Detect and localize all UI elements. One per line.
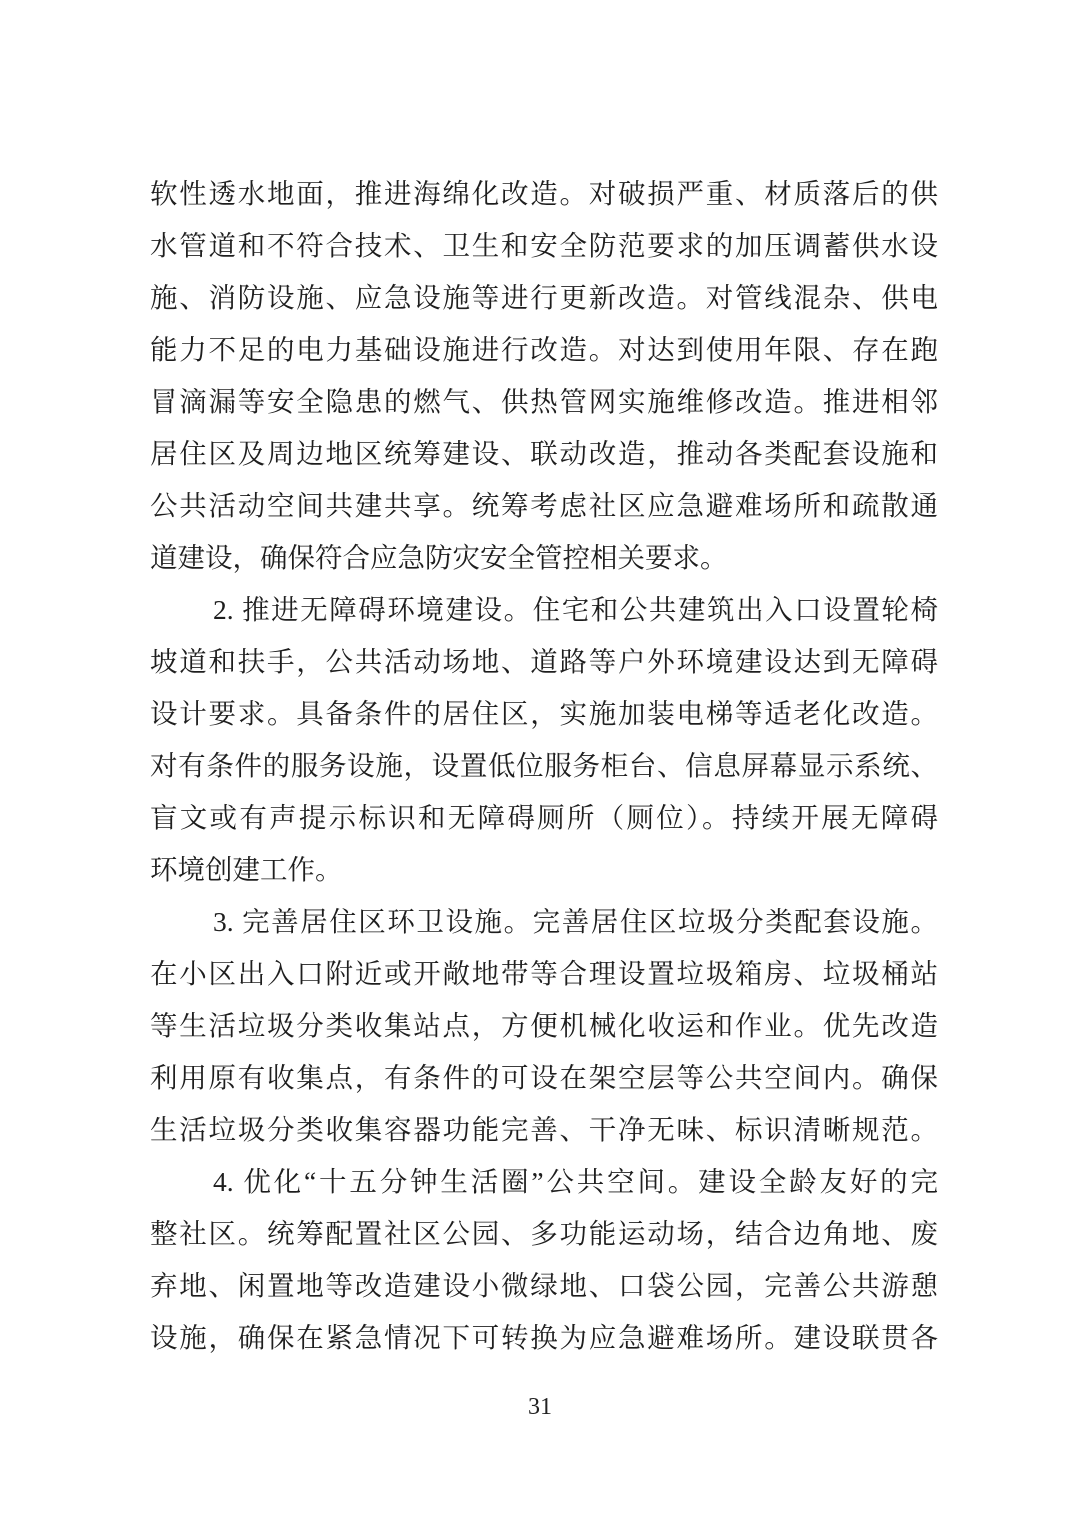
document-text-block	[150, 168, 938, 1364]
text-line-section-3-heading: 3. 完善居住区环卫设施。完善居住区垃圾分类配套设施。	[213, 906, 938, 937]
text-line: 生活垃圾分类收集容器功能完善、干净无味、标识清晰规范。	[150, 1114, 938, 1145]
text-line: 坡道和扶手，公共活动场地、道路等户外环境建设达到无障碍	[150, 646, 938, 677]
text-line: 施、消防设施、应急设施等进行更新改造。对管线混杂、供电	[150, 282, 938, 313]
text-line: 整社区。统筹配置社区公园、多功能运动场，结合边角地、废	[150, 1218, 938, 1249]
text-line: 设施，确保在紧急情况下可转换为应急避难场所。建设联贯各	[150, 1322, 938, 1353]
text-line: 冒滴漏等安全隐患的燃气、供热管网实施维修改造。推进相邻	[150, 386, 938, 417]
text-line: 居住区及周边地区统筹建设、联动改造，推动各类配套设施和	[150, 438, 938, 469]
text-line: 能力不足的电力基础设施进行改造。对达到使用年限、存在跑	[150, 334, 938, 365]
page-number: 31	[528, 1394, 552, 1420]
text-line: 环境创建工作。	[150, 854, 343, 885]
text-line: 对有条件的服务设施，设置低位服务柜台、信息屏幕显示系统、	[150, 750, 938, 781]
text-line: 道建设，确保符合应急防灾安全管控相关要求。	[150, 542, 728, 573]
text-line-section-4-heading: 4. 优化“十五分钟生活圈”公共空间。建设全龄友好的完	[213, 1166, 938, 1197]
text-line: 设计要求。具备条件的居住区，实施加装电梯等适老化改造。	[150, 698, 938, 729]
text-line: 盲文或有声提示标识和无障碍厕所（厕位）。持续开展无障碍	[150, 802, 938, 833]
text-line: 在小区出入口附近或开敞地带等合理设置垃圾箱房、垃圾桶站	[150, 958, 938, 989]
text-line: 软性透水地面，推进海绵化改造。对破损严重、材质落后的供	[150, 178, 938, 209]
text-line: 水管道和不符合技术、卫生和安全防范要求的加压调蓄供水设	[150, 230, 938, 261]
text-line: 利用原有收集点，有条件的可设在架空层等公共空间内。确保	[150, 1062, 938, 1093]
text-line: 弃地、闲置地等改造建设小微绿地、口袋公园，完善公共游憩	[150, 1270, 938, 1301]
text-line: 等生活垃圾分类收集站点，方便机械化收运和作业。优先改造	[150, 1010, 938, 1041]
text-line-section-2-heading: 2. 推进无障碍环境建设。住宅和公共建筑出入口设置轮椅	[213, 594, 938, 625]
text-line: 公共活动空间共建共享。统筹考虑社区应急避难场所和疏散通	[150, 490, 938, 521]
